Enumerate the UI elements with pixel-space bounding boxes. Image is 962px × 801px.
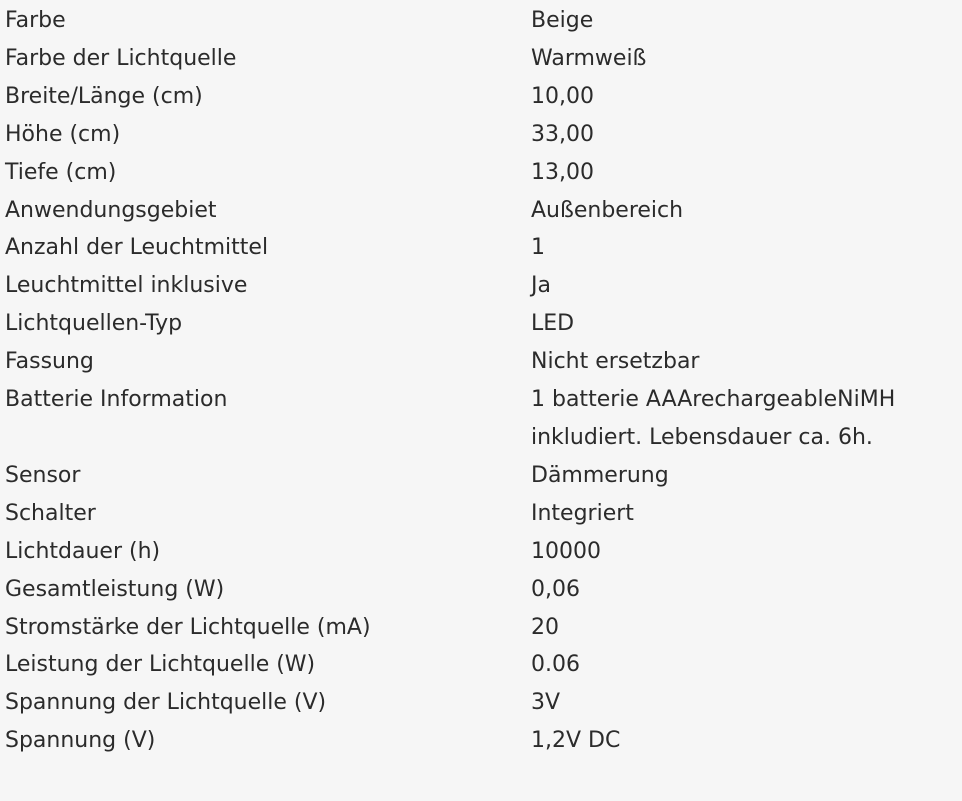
spec-label: Tiefe (cm) — [5, 159, 117, 185]
spec-value: Dämmerung — [531, 462, 669, 488]
spec-row-batterie-information — [0, 381, 962, 457]
spec-label: Anwendungsgebiet — [5, 197, 217, 223]
spec-label: Sensor — [5, 462, 81, 488]
spec-label: Höhe (cm) — [5, 121, 121, 147]
spec-label: Spannung der Lichtquelle (V) — [5, 690, 327, 716]
spec-value: Beige — [531, 8, 594, 33]
spec-label: Stromstärke der Lichtquelle (mA) — [5, 614, 371, 640]
spec-row-anwendungsgebiet — [0, 192, 962, 230]
spec-row-farbe-lichtquelle — [0, 40, 962, 78]
spec-row-spannung — [0, 722, 962, 760]
spec-value: 10000 — [531, 538, 601, 564]
spec-value: Integriert — [531, 500, 634, 526]
spec-row-stromstaerke — [0, 609, 962, 647]
spec-row-farbe — [0, 2, 962, 40]
spec-label: Spannung (V) — [5, 728, 156, 754]
spec-row-anzahl-leuchtmittel — [0, 229, 962, 267]
spec-label: Fassung — [5, 349, 94, 375]
spec-value: 33,00 — [531, 121, 594, 147]
spec-value: 0.06 — [531, 652, 580, 678]
spec-row-tiefe — [0, 154, 962, 192]
spec-value: 1,2V DC — [531, 728, 621, 754]
spec-label: Breite/Länge (cm) — [5, 83, 203, 109]
spec-value: 10,00 — [531, 83, 594, 109]
spec-row-spannung-lichtquelle — [0, 684, 962, 722]
spec-value: LED — [531, 311, 575, 337]
spec-value-line: inkludiert. Lebensdauer ca. 6h. — [531, 424, 873, 450]
spec-row-breite — [0, 78, 962, 116]
spec-value-line: 1 batterie AAArechargeableNiMH — [531, 387, 896, 413]
spec-label: Batterie Information — [5, 387, 228, 413]
spec-row-sensor — [0, 457, 962, 495]
spec-value — [531, 381, 962, 457]
spec-value: 3V — [531, 690, 561, 716]
spec-label: Farbe der Lichtquelle — [5, 45, 237, 71]
spec-row-leistung-lichtquelle — [0, 646, 962, 684]
spec-value: Außenbereich — [531, 197, 684, 223]
spec-value: 0,06 — [531, 576, 580, 602]
spec-label: Schalter — [5, 500, 96, 526]
spec-label: Leistung der Lichtquelle (W) — [5, 652, 316, 678]
spec-row-lichtquellen-typ — [0, 305, 962, 343]
spec-row-gesamtleistung — [0, 571, 962, 609]
spec-row-lichtdauer — [0, 533, 962, 571]
spec-label: Lichtdauer (h) — [5, 538, 161, 564]
spec-label: Leuchtmittel inklusive — [5, 273, 248, 299]
spec-label: Gesamtleistung (W) — [5, 576, 225, 602]
spec-value: Nicht ersetzbar — [531, 349, 700, 375]
spec-value: 20 — [531, 614, 559, 640]
spec-label: Lichtquellen-Typ — [5, 311, 183, 337]
spec-row-hoehe — [0, 116, 962, 154]
spec-value: Ja — [531, 273, 551, 299]
spec-row-fassung — [0, 343, 962, 381]
spec-value: Warmweiß — [531, 45, 647, 71]
spec-value: 1 — [531, 235, 545, 261]
spec-row-schalter — [0, 495, 962, 533]
spec-label: Anzahl der Leuchtmittel — [5, 235, 269, 261]
spec-row-leuchtmittel-inklusive — [0, 267, 962, 305]
spec-value: 13,00 — [531, 159, 594, 185]
spec-label: Farbe — [5, 8, 66, 33]
